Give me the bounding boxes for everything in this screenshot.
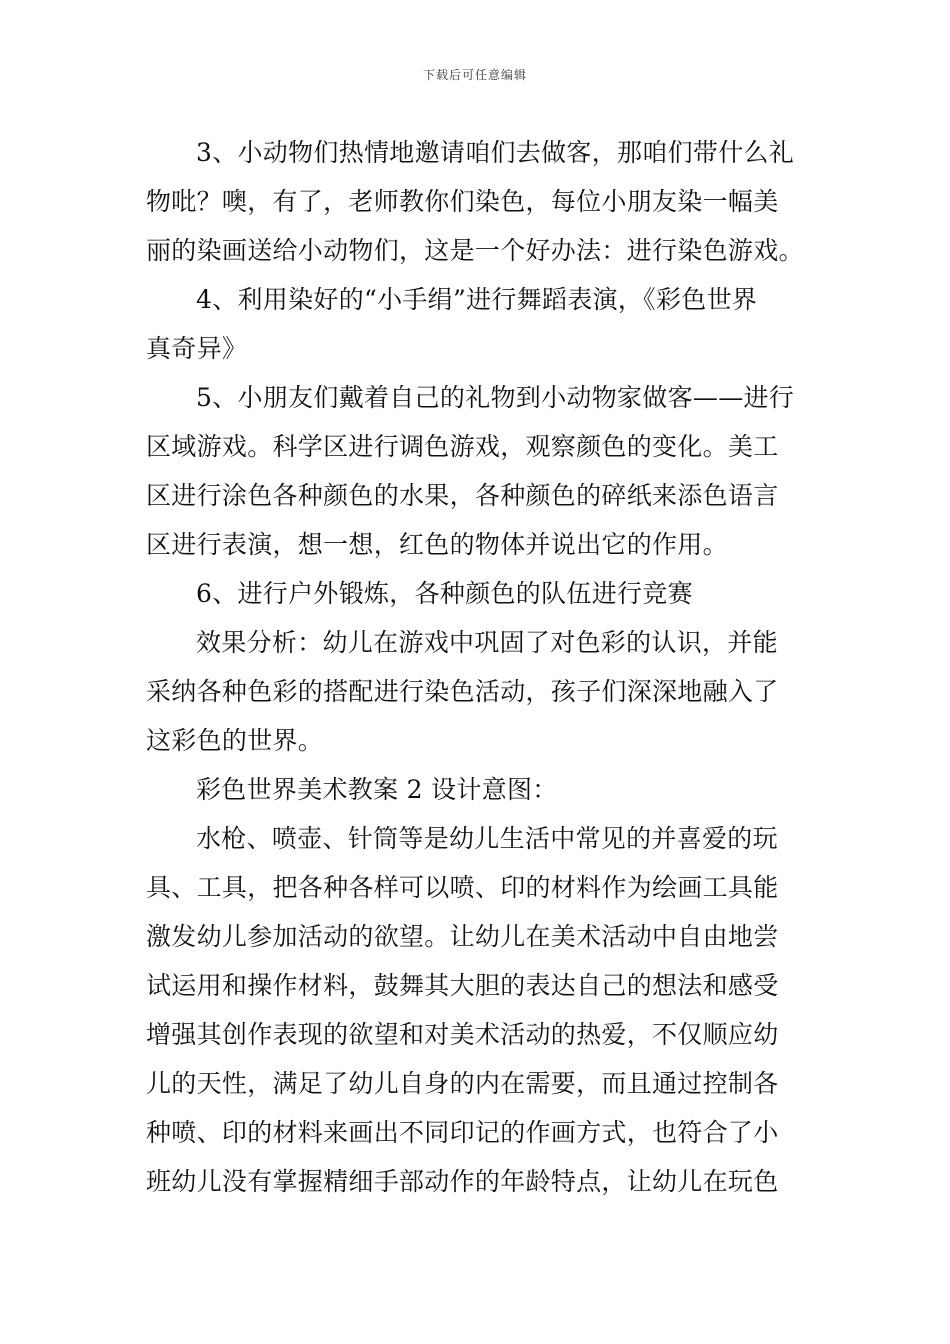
text-line: 区进行表演，想一想，红色的物体并说出它的作用。	[146, 530, 728, 559]
text-line: 试运用和操作材料，鼓舞其大胆的表达自己的想法和感受	[146, 971, 779, 1000]
text-line: 物吡？噢，有了，老师教你们染色，每位小朋友染一幅美	[146, 187, 779, 216]
body-text	[146, 128, 806, 1206]
text-line: 3、小动物们热情地邀请咱们去做客，那咱们带什么礼	[196, 138, 795, 167]
text-line: 具、工具，把各种各样可以喷、印的材料作为绘画工具能	[146, 873, 779, 902]
text-line: 丽的染画送给小动物们，这是一个好办法：进行染色游戏。	[146, 236, 804, 265]
text-line: 儿的天性，满足了幼儿自身的内在需要，而且通过控制各	[146, 1069, 779, 1098]
text-line: 彩色世界美术教案 2 设计意图：	[196, 775, 558, 804]
text-line: 区域游戏。科学区进行调色游戏，观察颜色的变化。美工	[146, 432, 779, 461]
text-line: 班幼儿没有掌握精细手部动作的年龄特点，让幼儿在玩色	[146, 1167, 779, 1196]
text-line: 真奇异》	[146, 334, 248, 363]
text-line: 区进行涂色各种颜色的水果，各种颜色的碎纸来添色语言	[146, 481, 779, 510]
text-line: 这彩色的世界。	[146, 726, 324, 755]
text-line: 效果分析：幼儿在游戏中巩固了对色彩的认识，并能	[196, 628, 778, 657]
text-line: 采纳各种色彩的搭配进行染色活动，孩子们深深地融入了	[146, 677, 779, 706]
text-line: 4、利用染好的“小手绢”进行舞蹈表演，《彩色世界	[196, 285, 758, 314]
text-line: 水枪、喷壶、针筒等是幼儿生活中常见的并喜爱的玩	[196, 824, 778, 853]
page-header: 下载后可任意编辑	[422, 68, 527, 82]
text-line: 增强其创作表现的欲望和对美术活动的热爱，不仅顺应幼	[146, 1020, 779, 1049]
text-line: 6、进行户外锻炼，各种颜色的队伍进行竞赛	[196, 579, 693, 608]
text-line: 激发幼儿参加活动的欲望。让幼儿在美术活动中自由地尝	[146, 922, 779, 951]
text-line: 5、小朋友们戴着自己的礼物到小动物家做客——进行	[196, 383, 795, 412]
text-line: 种喷、印的材料来画出不同印记的作画方式，也符合了小	[146, 1118, 779, 1147]
